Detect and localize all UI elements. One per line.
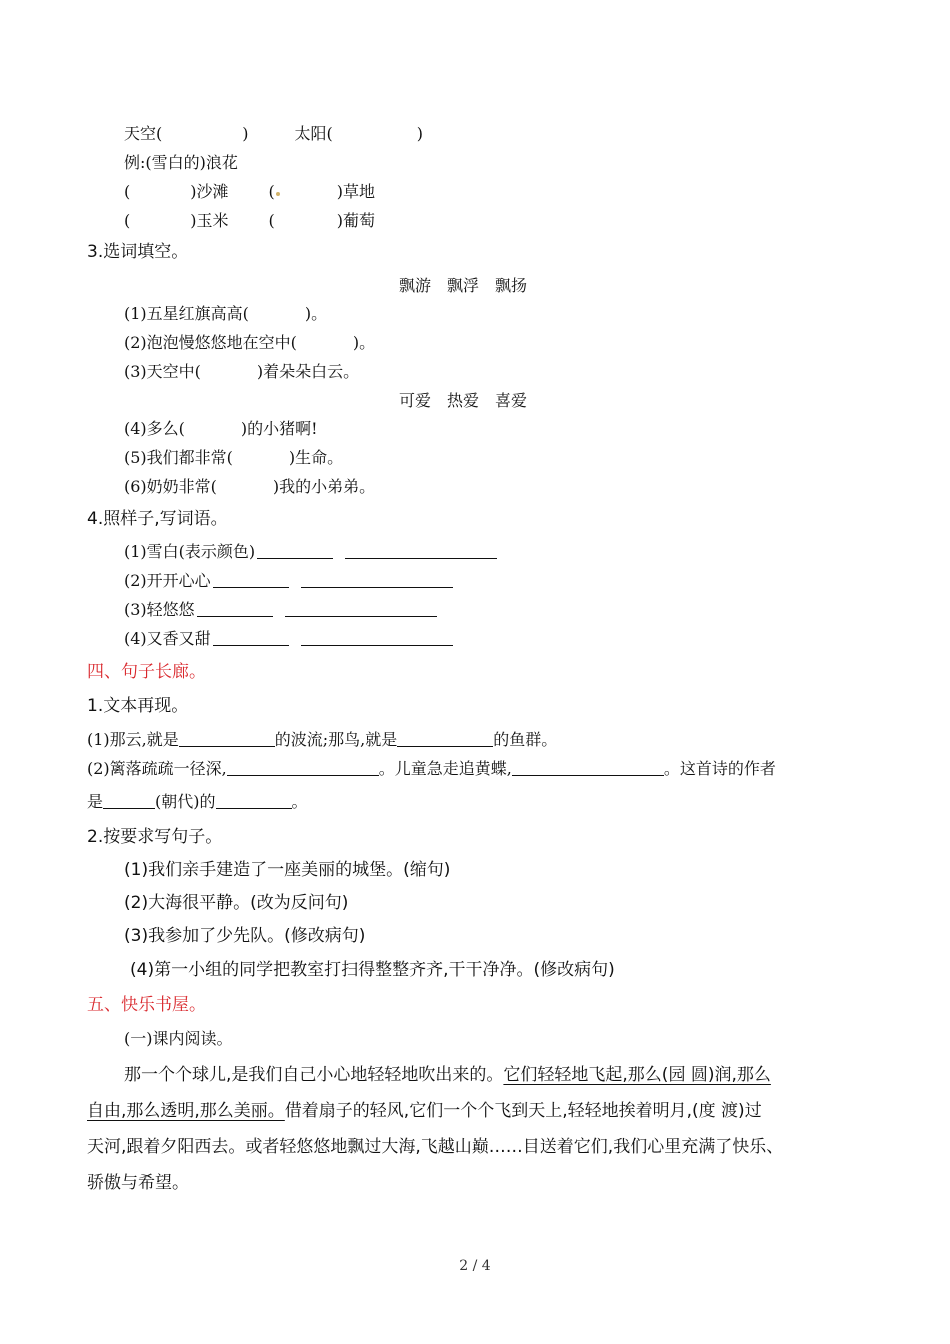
q-text: (1)那云,就是 xyxy=(87,730,179,749)
q-text: (3)天空中( xyxy=(124,362,201,381)
q-text: (2)篱落疏疏一径深, xyxy=(87,759,227,778)
q-text: (5)我们都非常( xyxy=(124,448,233,467)
q-text: (1)雪白(表示颜色) xyxy=(124,542,256,561)
para-line-4: 骄傲与希望。 xyxy=(87,1173,189,1193)
question-3-2 xyxy=(124,331,375,355)
label-beach: )沙滩 xyxy=(190,182,229,201)
word-choices-1: 飘游 飘浮 飘扬 xyxy=(399,276,528,295)
q-text: )生命。 xyxy=(288,448,344,467)
section-4-title: 4.照样子,写词语。 xyxy=(87,509,228,529)
answer-line[interactable] xyxy=(345,542,497,559)
fill-row-2 xyxy=(124,180,375,204)
example-line: 例:(雪白的)浪花 xyxy=(124,153,238,172)
question-3-3 xyxy=(124,360,359,384)
answer-line[interactable] xyxy=(213,629,289,646)
q-text: (朝代)的 xyxy=(155,792,216,811)
q-text: (4)多么( xyxy=(124,419,185,438)
answer-line[interactable] xyxy=(216,792,292,809)
label-corn: )玉米 xyxy=(190,211,229,230)
paren-open: ( xyxy=(268,182,275,201)
q-text: (2)开开心心 xyxy=(124,571,211,590)
part-1-title: 1.文本再现。 xyxy=(87,696,189,716)
text-recall-2 xyxy=(87,757,776,781)
q-text: (1)五星红旗高高( xyxy=(124,304,249,323)
sentence-task-2: (2)大海很平静。(改为反问句) xyxy=(124,893,349,913)
answer-line[interactable] xyxy=(227,759,379,776)
answer-line[interactable] xyxy=(301,571,453,588)
part-2-title: 2.按要求写句子。 xyxy=(87,827,223,847)
text-recall-1 xyxy=(87,728,557,752)
question-4-4 xyxy=(124,627,453,651)
underlined-text: 它们轻轻地飞起,那么(园 圆)润,那么 xyxy=(503,1065,771,1085)
label-grass: )草地 xyxy=(336,182,375,201)
answer-line[interactable] xyxy=(257,542,333,559)
fill-row-1 xyxy=(124,122,423,146)
section-five-title: 五、快乐书屋。 xyxy=(87,995,206,1015)
section-four-title: 四、句子长廊。 xyxy=(87,662,206,682)
para-line-3: 天河,跟着夕阳西去。或者轻悠悠地飘过大海,飞越山巅……目送着它们,我们心里充满了快乐、 xyxy=(87,1137,784,1157)
reading-subtitle: (一)课内阅读。 xyxy=(124,1029,233,1048)
answer-line[interactable] xyxy=(285,600,437,617)
q-text: 是 xyxy=(87,792,104,811)
label-sun: 太阳( xyxy=(294,124,333,143)
q-text: )着朵朵白云。 xyxy=(256,362,360,381)
paren-close: ) xyxy=(242,124,249,143)
q-text: 的鱼群。 xyxy=(493,730,558,749)
q-text: (2)泡泡慢悠悠地在空中( xyxy=(124,333,297,352)
question-3-5 xyxy=(124,446,343,470)
label-sky: 天空( xyxy=(124,124,163,143)
paren-open: ( xyxy=(268,211,275,230)
q-text: 。儿童急走追黄蝶, xyxy=(378,759,512,778)
q-text: 。这首诗的作者 xyxy=(663,759,776,778)
question-3-1 xyxy=(124,302,327,326)
question-3-4 xyxy=(124,417,318,441)
para-line-1 xyxy=(87,1057,877,1093)
word-choices-2: 可爱 热爱 喜爱 xyxy=(399,391,528,410)
para-text: 借着扇子的轻风,它们一个个飞到天上,轻轻地挨着明月,(度 渡)过 xyxy=(284,1101,762,1121)
section-3-title: 3.选词填空。 xyxy=(87,242,189,262)
answer-line[interactable] xyxy=(197,600,273,617)
sentence-task-1: (1)我们亲手建造了一座美丽的城堡。(缩句) xyxy=(124,860,451,880)
answer-line[interactable] xyxy=(397,730,493,747)
answer-line[interactable] xyxy=(301,629,453,646)
question-4-2 xyxy=(124,569,453,593)
reading-paragraph xyxy=(87,1057,877,1201)
fill-row-3 xyxy=(124,209,375,233)
para-text: 那一个个球儿,是我们自己小心地轻轻地吹出来的。 xyxy=(124,1065,504,1085)
question-4-3 xyxy=(124,598,437,622)
paren-open: ( xyxy=(124,211,131,230)
q-text: (4)又香又甜 xyxy=(124,629,211,648)
sentence-task-3: (3)我参加了少先队。(修改病句) xyxy=(124,926,366,946)
dot-mark xyxy=(276,192,280,196)
q-text: (3)轻悠悠 xyxy=(124,600,195,619)
answer-line[interactable] xyxy=(512,759,664,776)
q-text: 的波流;那鸟,就是 xyxy=(274,730,398,749)
label-grape: )葡萄 xyxy=(336,211,375,230)
q-text: )的小猪啊! xyxy=(240,419,318,438)
answer-line[interactable] xyxy=(213,571,289,588)
q-text: )。 xyxy=(304,304,328,323)
answer-line[interactable] xyxy=(179,730,275,747)
underlined-text: 自由,那么透明,那么美丽。 xyxy=(87,1101,285,1121)
paren-open: ( xyxy=(124,182,131,201)
question-3-6 xyxy=(124,475,375,499)
answer-line[interactable] xyxy=(103,792,155,809)
text-recall-2-cont xyxy=(87,790,308,814)
page-number: 2 / 4 xyxy=(459,1258,491,1274)
sentence-task-4: (4)第一小组的同学把教室打扫得整整齐齐,干干净净。(修改病句) xyxy=(130,960,615,980)
q-text: )我的小弟弟。 xyxy=(272,477,376,496)
q-text: )。 xyxy=(352,333,376,352)
q-text: 。 xyxy=(291,792,308,811)
q-text: (6)奶奶非常( xyxy=(124,477,217,496)
question-4-1 xyxy=(124,540,497,564)
para-line-2 xyxy=(87,1093,877,1129)
paren-close: ) xyxy=(416,124,423,143)
